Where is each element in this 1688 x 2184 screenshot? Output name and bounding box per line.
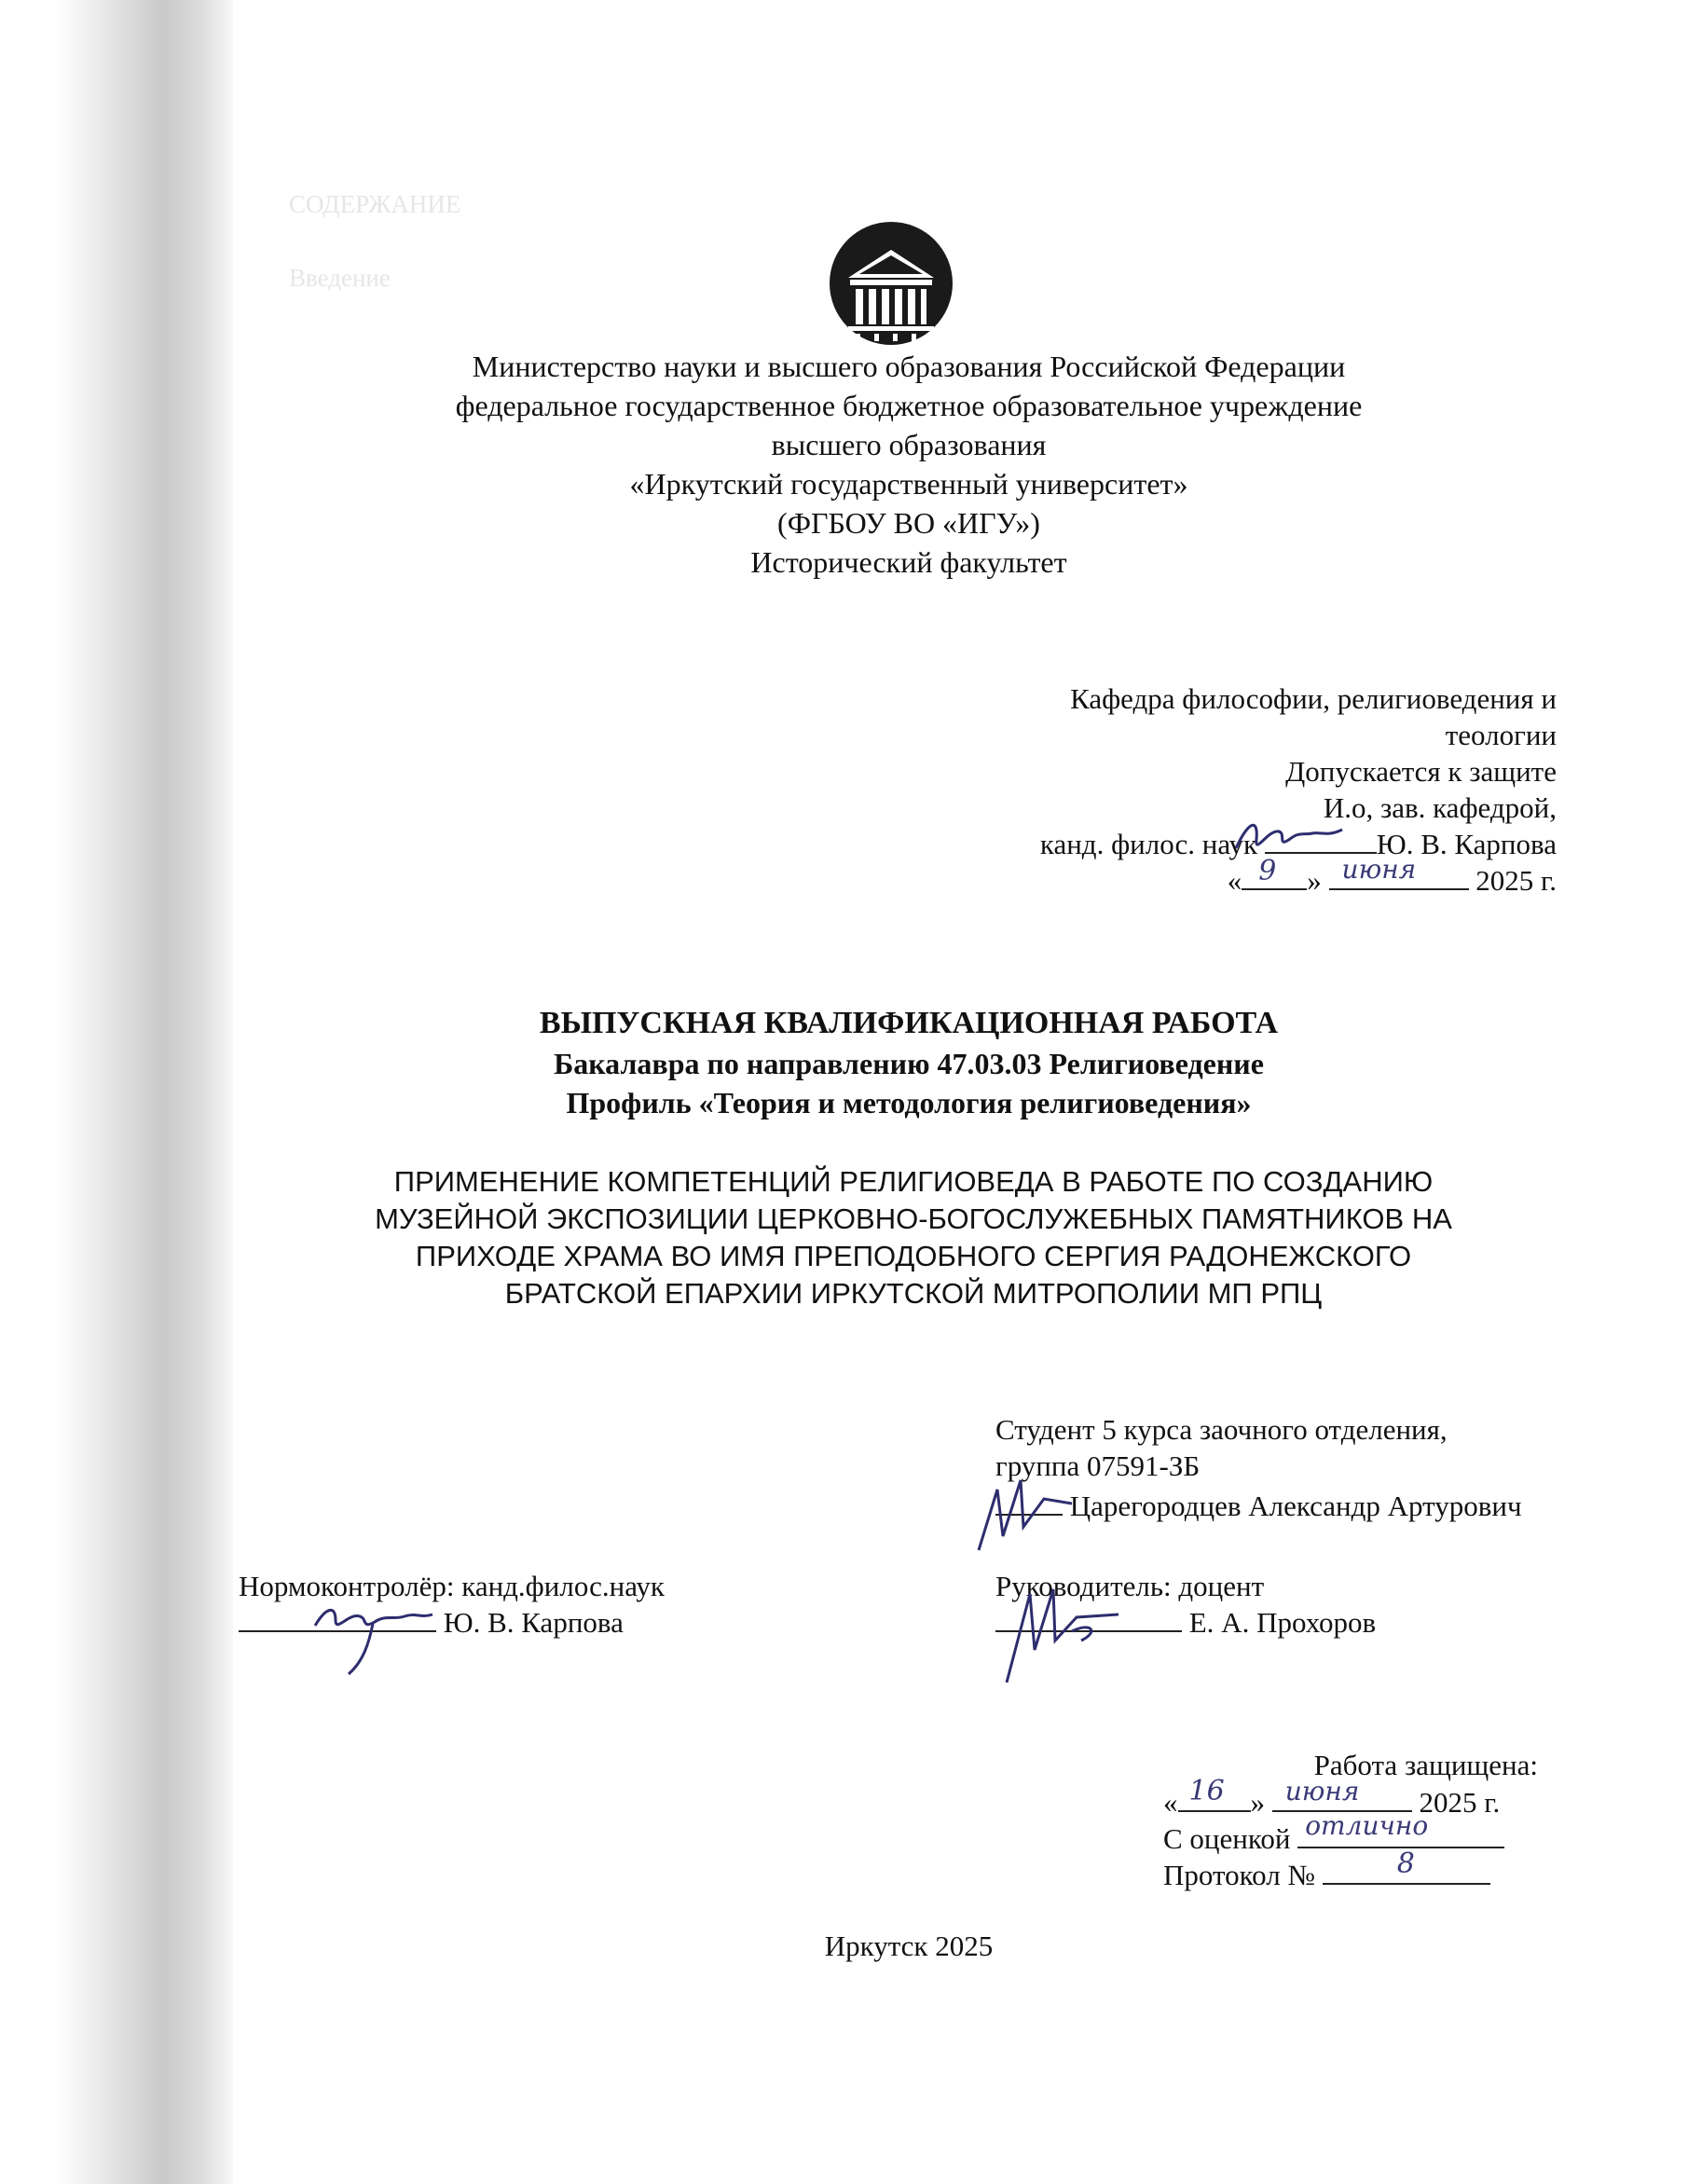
admitted-to-defense: Допускается к защите	[1285, 755, 1557, 788]
university-abbreviation: (ФГБОУ ВО «ИГУ»)	[777, 506, 1040, 540]
grade-blank	[1297, 1810, 1504, 1848]
supervisor-name: Е. А. Прохоров	[1188, 1606, 1377, 1639]
defense-details	[1163, 1775, 1573, 1893]
approval-date-line: « 9 » июня 2025 г.	[885, 862, 1557, 899]
degree-direction: Бакалавра по направлению 47.03.03 Религиоведение	[554, 1047, 1264, 1080]
approval-block	[885, 680, 1557, 899]
department-line-1: Кафедра философии, религиоведения и	[1070, 682, 1557, 715]
ghost-line: Введение	[289, 264, 391, 292]
student-name: Царегородцев Александр Артурович	[1069, 1490, 1522, 1522]
education-level-line: высшего образования	[771, 428, 1047, 461]
defense-month: июня	[1284, 1776, 1360, 1806]
thesis-type: ВЫПУСКНАЯ КВАЛИФИКАЦИОННАЯ РАБОТА	[539, 1006, 1279, 1040]
grade-label: С оценкой	[1163, 1822, 1291, 1855]
student-signature	[969, 1471, 1081, 1559]
protocol-blank	[1323, 1847, 1490, 1885]
head-signature	[1230, 811, 1352, 867]
student-block	[995, 1411, 1592, 1524]
defense-date-line: « 16 » июня 2025 г.	[1163, 1775, 1501, 1819]
university-name: «Иркутский государственный университет»	[629, 467, 1188, 501]
head-degree: канд. филос. наук	[1039, 828, 1258, 860]
institution-header	[233, 347, 1585, 582]
protocol-number: 8	[1396, 1847, 1415, 1880]
head-name: Ю. В. Карпова	[1376, 828, 1557, 860]
approval-month: июня	[1341, 854, 1417, 885]
thesis-title: ПРИМЕНЕНИЕ КОМПЕТЕНЦИЙ РЕЛИГИОВЕДА В РАБОТЕ ПО СОЗДАНИЮ МУЗЕЙНОЙ ЭКСПОЗИЦИИ ЦЕРКОВНО-БОГОСЛУЖЕБНЫХ ПАМЯТНИКОВ НА ПРИХОДЕ ХРАМА ВО ИМЯ ПРЕПОДОБНОГО СЕРГИЯ РАДОНЕЖСКОГО БРАТСКОЙ ЕПАРХИИ ИРКУТСКОЙ МИТРОПОЛИИ МП РПЦ	[375, 1165, 1452, 1310]
university-logo-icon	[828, 220, 954, 347]
ghost-line: СОДЕРЖАНИЕ	[289, 190, 461, 218]
supervisor-signature	[988, 1575, 1128, 1692]
protocol-label: Протокол №	[1163, 1859, 1315, 1891]
institution-type-line: федеральное государственное бюджетное образовательное учреждение	[455, 389, 1363, 422]
thesis-heading	[233, 1003, 1585, 1122]
defense-day-blank	[1178, 1775, 1251, 1812]
defense-day: 16	[1188, 1775, 1225, 1807]
normcontrol-signature	[308, 1596, 438, 1680]
ministry-line: Министерство науки и высшего образования Российской Федерации	[472, 350, 1346, 383]
city-year: Иркутск 2025	[824, 1930, 994, 1962]
student-course: Студент 5 курса заочного отделения,	[995, 1413, 1448, 1446]
normcontrol-name: Ю. В. Карпова	[443, 1606, 624, 1639]
department-line-2: теологии	[1445, 719, 1557, 751]
protocol-line	[1163, 1847, 1573, 1893]
faculty-name: Исторический факультет	[750, 545, 1067, 579]
student-signature-line	[995, 1488, 1592, 1524]
supervisor-label: Руководитель: доцент	[995, 1570, 1265, 1602]
degree-profile: Профиль «Теория и методология религиоведения»	[566, 1086, 1252, 1119]
normcontrol-label: Нормоконтролёр: канд.филос.наук	[239, 1570, 665, 1602]
grade-line	[1163, 1810, 1573, 1857]
head-signature-line	[885, 826, 1557, 862]
approval-day: 9	[1258, 855, 1277, 887]
student-group: группа 07591-ЗБ	[995, 1449, 1201, 1482]
approval-year: 2025 г.	[1475, 864, 1557, 897]
acting-head-label: И.о, зав. кафедрой,	[1323, 791, 1557, 824]
grade-value: отлично	[1305, 1810, 1429, 1841]
defended-label: Работа защищена:	[1313, 1749, 1538, 1781]
defense-year: 2025 г.	[1419, 1786, 1501, 1819]
